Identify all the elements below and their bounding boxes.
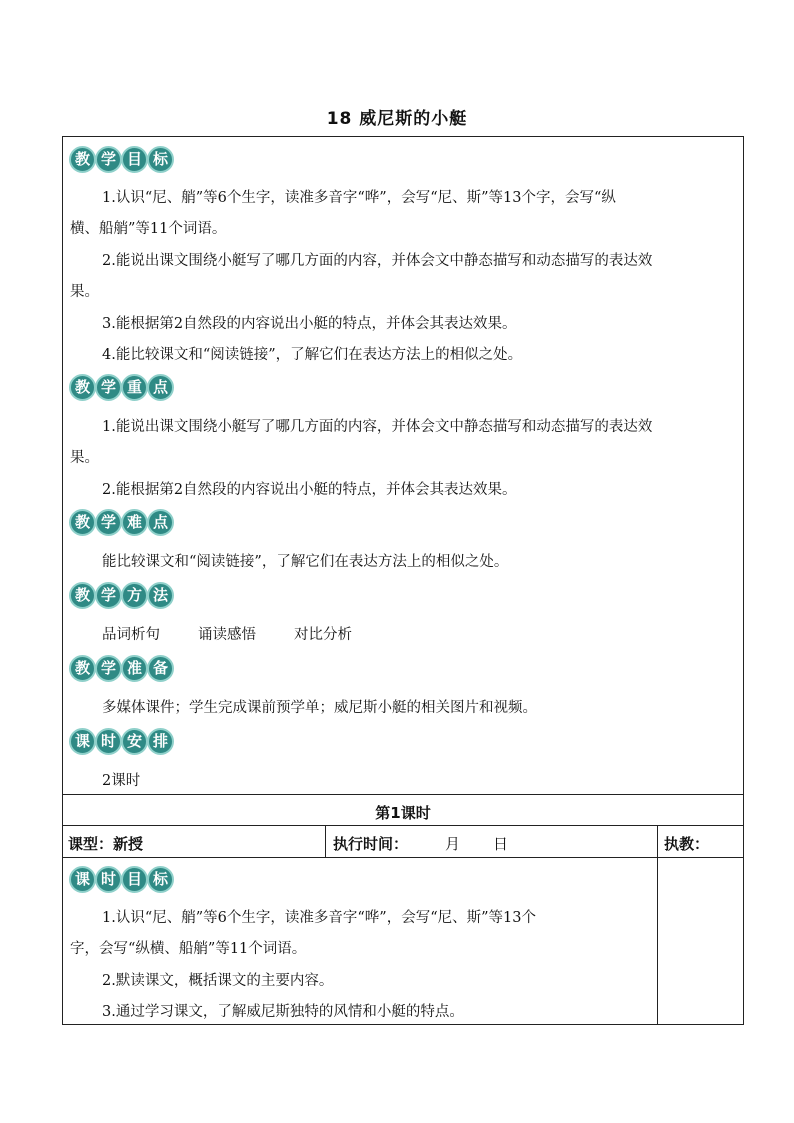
section-heading-difficulties: 教 学 难 点 <box>69 509 173 536</box>
lesson-goal-line: 1.认识“尼、艄”等6个生字，读准多音字“哗”，会写“尼、斯”等13个 <box>102 910 536 926</box>
lesson-time-label: 执行时间： <box>333 835 409 853</box>
lesson-title: 第1课时 <box>375 804 431 822</box>
key-point-line: 2.能根据第2自然段的内容说出小艇的特点，并体会其表达效果。 <box>102 482 517 498</box>
section-heading-methods: 教 学 方 法 <box>69 582 173 609</box>
section-heading-preparation: 教 学 准 备 <box>69 655 173 682</box>
goal-line: 3.能根据第2自然段的内容说出小艇的特点，并体会其表达效果。 <box>102 316 517 332</box>
row-divider <box>62 857 744 858</box>
lesson-goal-line: 2.默读课文，概括课文的主要内容。 <box>102 973 334 989</box>
method-item: 诵读感悟 <box>198 627 256 643</box>
goal-line: 4.能比较课文和“阅读链接”，了解它们在表达方法上的相似之处。 <box>102 347 523 363</box>
method-item: 对比分析 <box>294 627 352 643</box>
preparation-line: 多媒体课件；学生完成课前预学单；威尼斯小艇的相关图片和视频。 <box>102 700 537 716</box>
section-heading-teaching-goals: 教 学 目 标 <box>69 146 173 173</box>
lesson-type: 课型：新授 <box>68 835 144 853</box>
difficulty-line: 能比较课文和“阅读链接”，了解它们在表达方法上的相似之处。 <box>102 554 509 570</box>
column-divider <box>657 825 658 1025</box>
lesson-teacher-label: 执教： <box>664 835 710 853</box>
row-divider <box>62 825 744 826</box>
column-divider <box>325 825 326 857</box>
goal-line: 2.能说出课文围绕小艇写了哪几方面的内容，并体会文中静态描写和动态描写的表达效 <box>102 253 653 269</box>
schedule-line: 2课时 <box>102 773 141 789</box>
lesson-month: 月 <box>445 835 461 853</box>
section-heading-lesson-goals: 课 时 目 标 <box>69 866 173 893</box>
key-point-line: 1.能说出课文围绕小艇写了哪几方面的内容，并体会文中静态描写和动态描写的表达效 <box>102 419 653 435</box>
page-title: 18 威尼斯的小艇 <box>326 109 468 129</box>
lesson-goal-line: 3.通过学习课文，了解威尼斯独特的风情和小艇的特点。 <box>102 1004 464 1020</box>
method-item: 品词析句 <box>102 627 160 643</box>
section-heading-key-points: 教 学 重 点 <box>69 374 173 401</box>
lesson-day: 日 <box>493 835 509 853</box>
goal-line: 果。 <box>70 284 99 300</box>
section-heading-schedule: 课 时 安 排 <box>69 728 173 755</box>
goal-line: 1.认识“尼、艄”等6个生字，读准多音字“哗”，会写“尼、斯”等13个字，会写“纵 <box>102 190 616 206</box>
key-point-line: 果。 <box>70 450 99 466</box>
lesson-goal-line: 字，会写“纵横、船艄”等11个词语。 <box>70 941 307 957</box>
goal-line: 横、船艄”等11个词语。 <box>70 221 227 237</box>
row-divider <box>62 794 744 795</box>
